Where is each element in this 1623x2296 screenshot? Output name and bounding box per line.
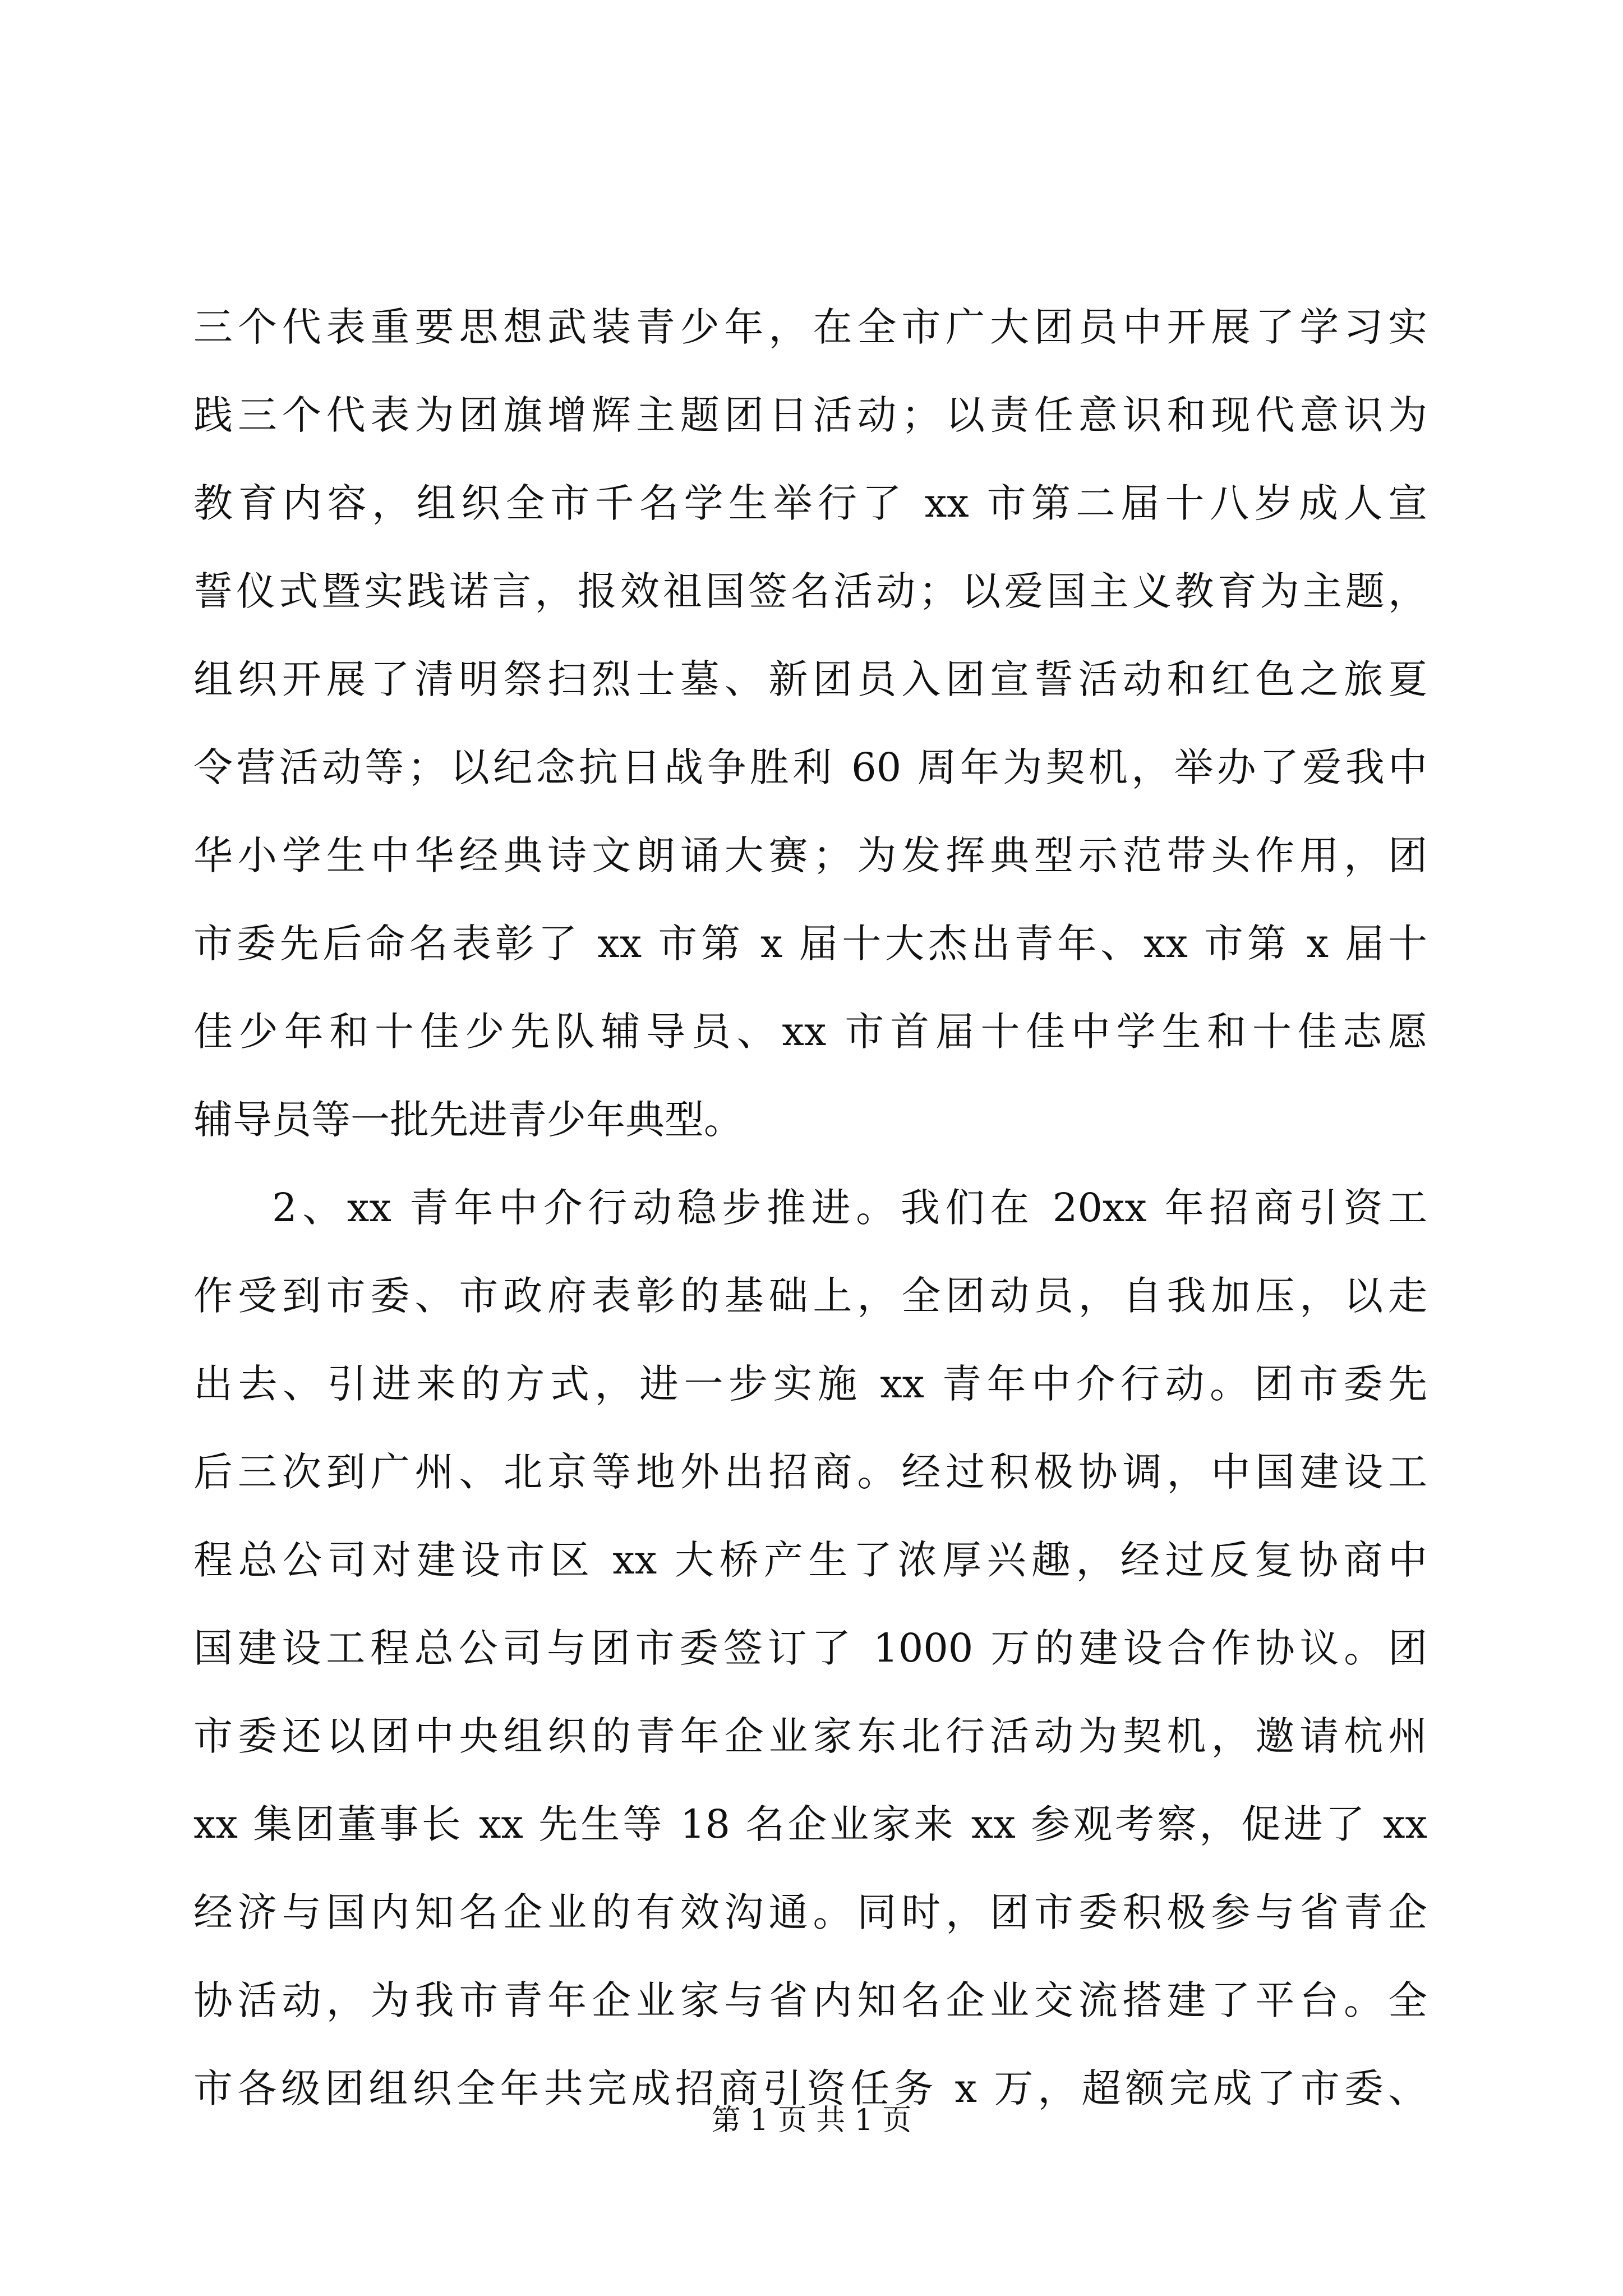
text-line: 2、xx 青年中介行动稳步推进。我们在 20xx 年招商引资工 <box>272 1185 1427 1231</box>
text-line: 程总公司对建设市区 xx 大桥产生了浓厚兴趣，经过反复协商中 <box>193 1537 1427 1583</box>
page-number-label: 第 1 页 共 1 页 <box>711 2104 912 2137</box>
text-line: 后三次到广州、北京等地外出招商。经过积极协调，中国建设工 <box>193 1449 1427 1495</box>
text-line: 作受到市委、市政府表彰的基础上，全团动员，自我加压，以走 <box>193 1273 1427 1319</box>
text-line: 辅导员等一批先进青少年典型。 <box>193 1097 743 1143</box>
text-line: 三个代表重要思想武装青少年，在全市广大团员中开展了学习实 <box>193 304 1427 350</box>
text-line: 经济与国内知名企业的有效沟通。同时，团市委积极参与省青企 <box>193 1889 1427 1935</box>
text-line: 出去、引进来的方式，进一步实施 xx 青年中介行动。团市委先 <box>193 1361 1427 1407</box>
text-line: 市委还以团中央组织的青年企业家东北行活动为契机，邀请杭州 <box>193 1713 1427 1759</box>
text-line: 华小学生中华经典诗文朗诵大赛；为发挥典型示范带头作用，团 <box>193 832 1427 878</box>
document-body <box>193 283 1427 2133</box>
text-line: xx 集团董事长 xx 先生等 18 名企业家来 xx 参观考察，促进了 xx <box>193 1801 1427 1847</box>
paragraph-2 <box>193 1164 1427 2133</box>
text-line: 誓仪式暨实践诺言，报效祖国签名活动；以爱国主义教育为主题， <box>193 568 1427 614</box>
paragraph-1 <box>193 283 1427 1164</box>
text-line: 佳少年和十佳少先队辅导员、xx 市首届十佳中学生和十佳志愿 <box>193 1009 1427 1055</box>
text-line: 市委先后命名表彰了 xx 市第 x 届十大杰出青年、xx 市第 x 届十 <box>193 921 1427 967</box>
text-line: 教育内容，组织全市千名学生举行了 xx 市第二届十八岁成人宣 <box>193 480 1427 526</box>
text-line: 国建设工程总公司与团市委签订了 1000 万的建设合作协议。团 <box>193 1625 1427 1671</box>
text-line: 践三个代表为团旗增辉主题团日活动；以责任意识和现代意识为 <box>193 392 1427 438</box>
text-line: 协活动，为我市青年企业家与省内知名企业交流搭建了平台。全 <box>193 1977 1427 2023</box>
page-footer <box>0 2098 1623 2143</box>
text-line: 令营活动等；以纪念抗日战争胜利 60 周年为契机，举办了爱我中 <box>193 744 1427 790</box>
text-line: 市各级团组织全年共完成招商引资任务 x 万，超额完成了市委、 <box>193 2065 1427 2111</box>
text-line: 组织开展了清明祭扫烈士墓、新团员入团宣誓活动和红色之旅夏 <box>193 656 1427 702</box>
